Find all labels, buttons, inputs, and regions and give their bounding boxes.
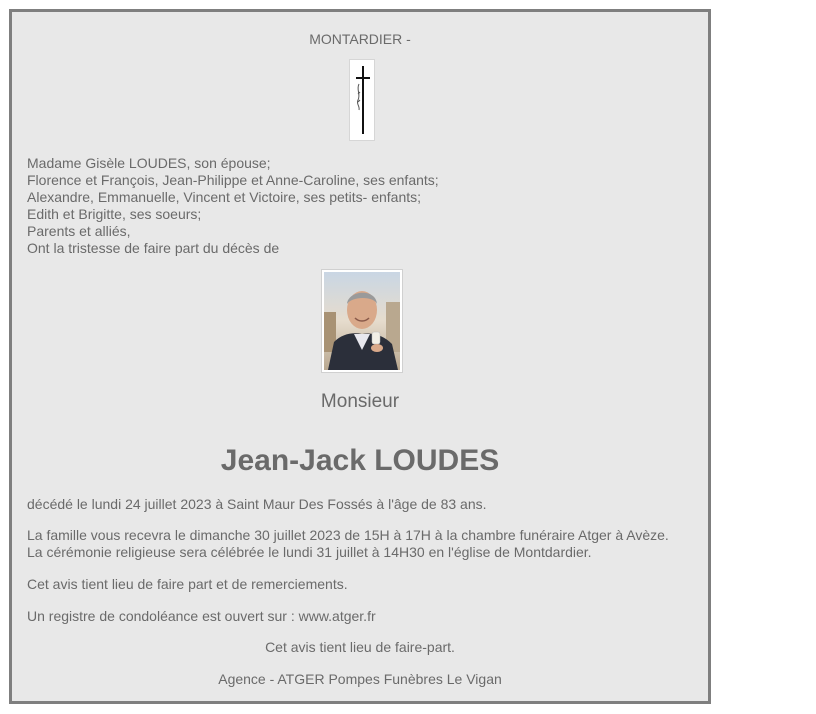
family-line: Madame Gisèle LOUDES, son épouse;: [27, 155, 271, 171]
acknowledgement-text: Cet avis tient lieu de faire part et de remerciements.: [27, 576, 348, 592]
portrait-illustration: [324, 272, 400, 370]
faire-part-text: Cet avis tient lieu de faire-part.: [265, 639, 455, 655]
family-line: Alexandre, Emmanuelle, Vincent et Victoire, ses petits- enfants;: [27, 189, 422, 205]
funeral-agency-text: Agence - ATGER Pompes Funèbres Le Vigan: [218, 671, 502, 687]
portrait-photo: [321, 269, 403, 373]
cross-icon: [349, 59, 375, 141]
obituary-notice: [9, 9, 711, 704]
cross-icon-graphic: [350, 60, 374, 140]
deceased-name: Jean-Jack LOUDES: [220, 444, 500, 477]
family-line: Ont la tristesse de faire part du décès de: [27, 240, 280, 256]
family-line: Florence et François, Jean-Philippe et Anne-Caroline, ses enfants;: [27, 172, 439, 188]
family-receives-text: La famille vous recevra le dimanche 30 juillet 2023 de 15H à 17H à la chambre funéraire Atger à Avèze.: [27, 527, 669, 543]
town-heading: MONTARDIER -: [309, 31, 411, 47]
death-details: décédé le lundi 24 juillet 2023 à Saint Maur Des Fossés à l'âge de 83 ans.: [27, 496, 487, 512]
honorific-title: Monsieur: [320, 391, 400, 412]
family-line: Parents et alliés,: [27, 223, 131, 239]
ceremony-text: La cérémonie religieuse sera célébrée le lundi 31 juillet à 14H30 en l'église de Montdardier.: [27, 544, 592, 560]
family-list: [27, 155, 687, 257]
ceremony-details: [27, 527, 697, 561]
family-line: Edith et Brigitte, ses soeurs;: [27, 206, 202, 222]
condolence-register-text: Un registre de condoléance est ouvert sur : www.atger.fr: [27, 608, 376, 624]
